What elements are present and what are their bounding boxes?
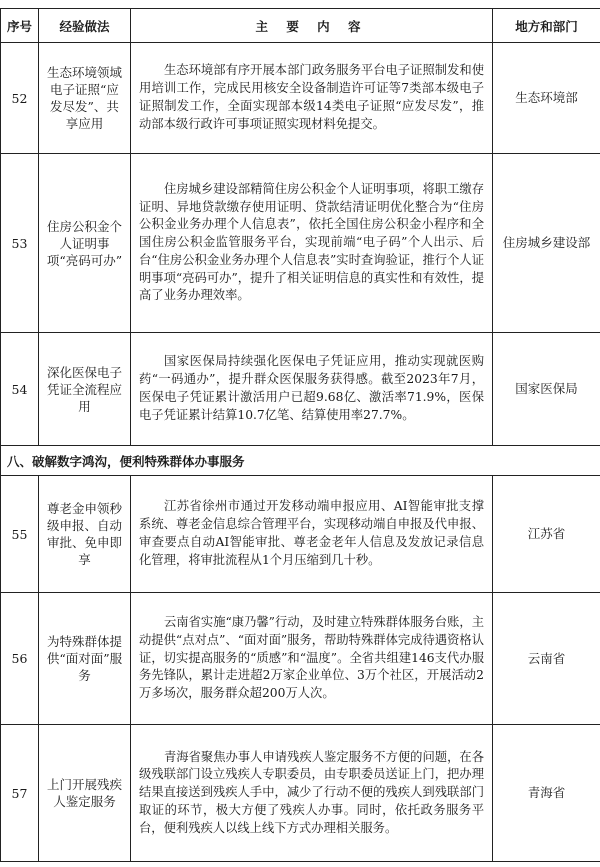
table-row [1,43,600,154]
row-practice: 住房公积金个人证明事项“亮码可办” [39,154,131,333]
row-dept: 生态环境部 [493,43,600,154]
row-practice: 深化医保电子凭证全流程应用 [39,333,131,446]
table-header-row [1,9,600,43]
table-row [1,154,600,333]
row-content: 住房城乡建设部精简住房公积金个人证明事项，将职工缴存证明、异地贷款缴存使用证明、贷款结清证明优化整合为“住房公积金业务办理个人信息表”，依托全国住房公积金小程序和全国住房公积金监管服务平台，实现前端“电子码”个人出示、后台“住房公积金业务办理个人信息表”实时查询验证，推行个人证明事项“亮码可办”，提升了相关证明信息的真实性和有效性，提高了业务办理效率。 [131,154,493,333]
header-content: 主 要 内 容 [131,9,493,43]
row-content: 江苏省徐州市通过开发移动端申报应用、AI智能审批支撑系统、尊老金信息综合管理平台，实现移动端自申报及代申报、审查要点自动AI智能审批、尊老金老年人信息及发放记录信息化管理，将审批流程从1个月压缩到几十秒。 [131,476,493,593]
row-number: 52 [1,43,39,154]
header-number: 序号 [1,9,39,43]
row-number: 54 [1,333,39,446]
header-practice: 经验做法 [39,9,131,43]
row-content: 青海省聚焦办事人申请残疾人鉴定服务不方便的问题，在各级残联部门设立残疾人专职委员，由专职委员送证上门，把办理结果直接送到残疾人手中，减少了行动不便的残疾人到残联部门取证的环节，极大方便了残疾人办事。同时，依托政务服务平台，便利残疾人以线上线下方式办理相关服务。 [131,725,493,862]
row-practice: 生态环境领域电子证照“应发尽发”、共享应用 [39,43,131,154]
row-dept: 住房城乡建设部 [493,154,600,333]
row-dept: 江苏省 [493,476,600,593]
table-row [1,593,600,725]
table-row [1,725,600,862]
row-dept: 国家医保局 [493,333,600,446]
row-practice: 上门开展残疾人鉴定服务 [39,725,131,862]
section-heading-row [1,446,600,476]
row-content: 国家医保局持续强化医保电子凭证应用，推动实现就医购药“一码通办”，提升群众医保服务获得感。截至2023年7月，医保电子凭证累计激活用户已超9.68亿、激活率71.9%，医保电子凭证累计结算10.7亿笔、结算使用率27.7%。 [131,333,493,446]
section-title: 八、破解数字鸿沟，便利特殊群体办事服务 [1,446,600,476]
row-practice: 尊老金申领秒级申报、自动审批、免申即享 [39,476,131,593]
row-number: 55 [1,476,39,593]
table-row [1,333,600,446]
row-dept: 云南省 [493,593,600,725]
row-number: 57 [1,725,39,862]
row-content: 云南省实施“康乃馨”行动，及时建立特殊群体服务台账，主动提供“点对点”、“面对面”服务，帮助特殊群体完成待遇资格认证，切实提高服务的“质感”和“温度”。全省共组建146支代办服务先锋队，累计走进超2万家企业单位、3万个社区，开展活动2万多场次，服务群众超200万人次。 [131,593,493,725]
table-row [1,476,600,593]
row-practice: 为特殊群体提供“面对面”服务 [39,593,131,725]
experience-table [0,8,600,862]
row-dept: 青海省 [493,725,600,862]
header-dept: 地方和部门 [493,9,600,43]
row-content: 生态环境部有序开展本部门政务服务平台电子证照制发和使用培训工作，完成民用核安全设备制造许可证等7类部本级电子证照制发工作，全面实现部本级14类电子证照“应发尽发”，推动部本级行政许可事项证照实现材料免提交。 [131,43,493,154]
row-number: 56 [1,593,39,725]
row-number: 53 [1,154,39,333]
